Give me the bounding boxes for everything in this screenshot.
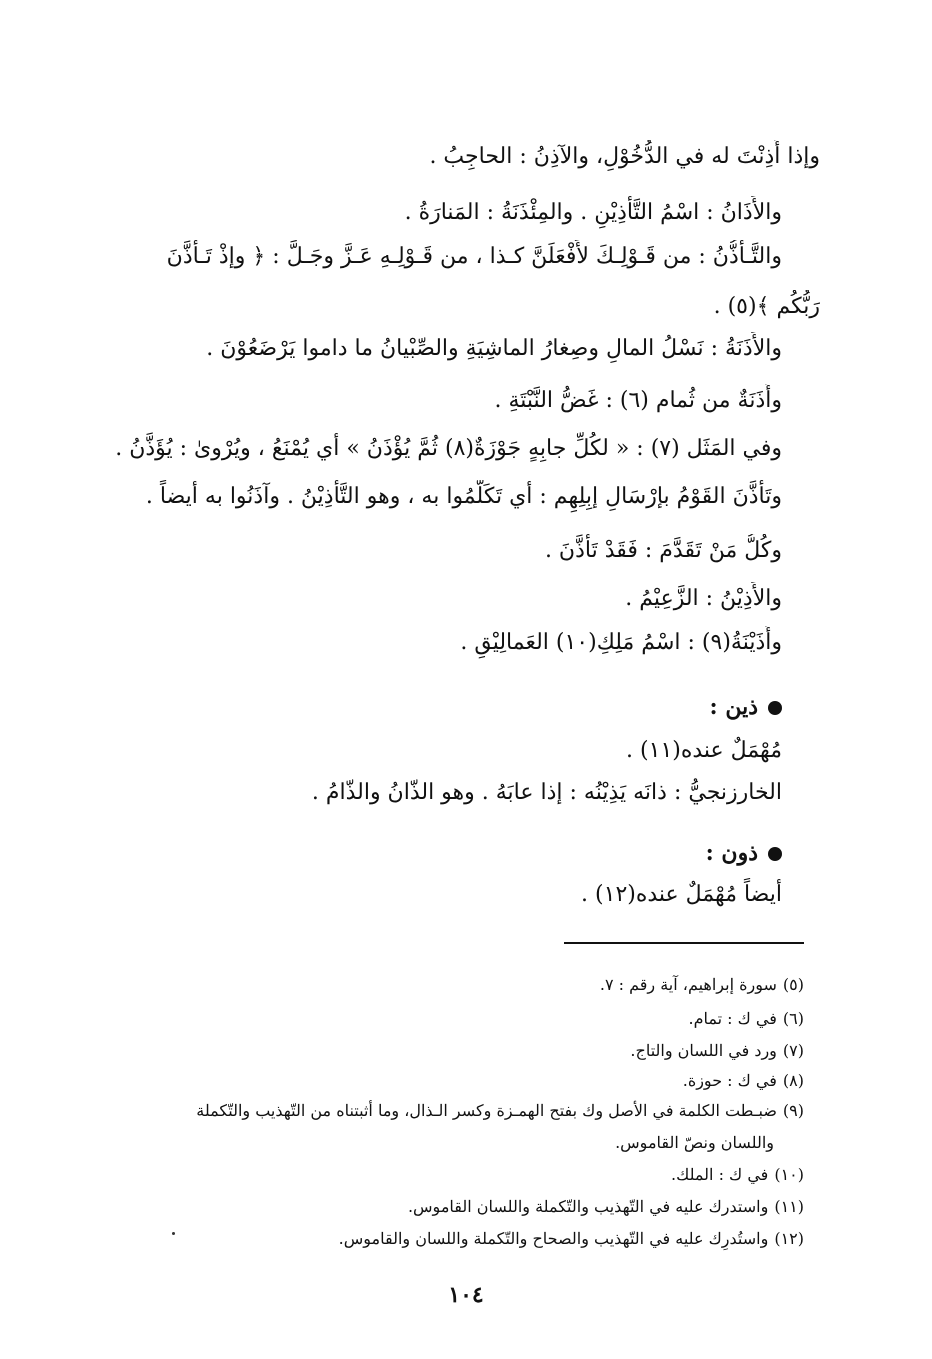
footnote-9 <box>40 1098 804 1124</box>
footnote-number: (٧) <box>782 1041 804 1060</box>
footnote-9-continuation <box>80 1130 774 1156</box>
footnote-text: في ك : حوزة. <box>682 1071 777 1090</box>
text-line-5: والأَذَنَةُ : نَسْلُ المالِ وصِغارُ الماشِيَةِ والصِّبْيانُ ما داموا يَرْضَعُوْنَ . <box>206 336 782 361</box>
footnote-separator <box>564 942 804 944</box>
section2-line-1: أيضاً مُهْمَلٌ عنده(١٢) . <box>581 882 782 907</box>
footnote-text: واستدرك عليه في التّهذيب والتّكملة واللسان القاموس. <box>407 1197 769 1216</box>
footnote-10 <box>80 1162 804 1188</box>
footnote-12 <box>80 1226 804 1252</box>
text-line-11: وأُذَيْنَةُ(٩) : اسْمُ مَلِكِ(١٠) العَمالِيْقِ . <box>460 630 782 655</box>
footnote-text: سورة إبراهيم، آية رقم : ٧. <box>599 975 777 994</box>
section-heading-dhawn <box>706 836 782 870</box>
text-line-7: وفي المَثَل (٧) : « لكُلِّ جابِهٍ جَوْزَةٌ(٨) ثُمَّ يُؤْذَنُ » أي يُمْنَعُ ، ويُرْوىٰ : يُؤَذَّنُ . <box>115 436 782 461</box>
footnote-8 <box>80 1068 804 1094</box>
footnote-number: (٦) <box>782 1009 804 1028</box>
footnote-7 <box>80 1038 804 1064</box>
footnote-text: ورد في اللسان والتاج. <box>630 1041 777 1060</box>
text-line-3: والتَّـأَذُّنُ : من قَـوْلِـكَ لأَفْعَلَنَّ كـذا ، من قَـوْلِـهِ عَـزَّ وجَـلَّ : ﴿ وإذْ تَـأَذَّنَ <box>166 244 782 269</box>
section-heading-dhayn-label: ذين : <box>709 694 758 720</box>
text-line-9: وكُلُّ مَنْ تَقَدَّمَ : فَقَدْ تَأَذَّنَ . <box>544 538 782 563</box>
section1-line-2: الخارزنجيُّ : ذانَه يَذِيْنُه : إذا عابَهُ . وهو الذّانُ والذّامُ . <box>311 780 782 805</box>
text-line-4: رَبُّكُم ﴾(٥) . <box>713 294 820 319</box>
footnote-text: ضبـطت الكلمة في الأصل وك بفتح الهمـزة وكسر الـذال، وما أثبتناه من التّهذيب والتّكملة <box>196 1101 777 1120</box>
scan-speck <box>172 1232 175 1235</box>
footnote-text: واللسان ونصّ القاموس. <box>615 1133 774 1152</box>
text-line-10: والأَذِيْنُ : الزَّعِيْمُ . <box>625 586 782 611</box>
section-heading-dhawn-label: ذون : <box>705 840 758 866</box>
footnote-number: (٩) <box>782 1101 804 1120</box>
footnote-number: (٨) <box>782 1071 804 1090</box>
footnote-text: في ك : الملك. <box>671 1165 769 1184</box>
bullet-icon <box>768 847 782 861</box>
footnote-number: (١١) <box>774 1197 804 1216</box>
footnote-number: (١٢) <box>774 1229 804 1248</box>
section-heading-dhayn <box>710 690 782 724</box>
footnote-number: (١٠) <box>774 1165 804 1184</box>
footnote-text: واستُدرِك عليه في التّهذيب والصحاح والتّكملة واللسان والقاموس. <box>338 1229 769 1248</box>
section1-line-1: مُهْمَلٌ عنده(١١) . <box>626 738 782 763</box>
bullet-icon <box>768 701 782 715</box>
footnote-number: (٥) <box>782 975 804 994</box>
text-line-2: والأَذَانُ : اسْمُ التَّأْذِيْنِ . والمِئْذَنَةُ : المَنارَةُ . <box>404 200 782 225</box>
text-line-8: وتَأَذَّنَ القَوْمُ بإرْسَالِ إبِلِهِم : أي تَكَلَّمُوا به ، وهو التَّأْذِيْنُ . وآذَنُوا به أيضاً . <box>145 484 782 509</box>
footnote-6 <box>80 1006 804 1032</box>
footnote-text: في ك : تمام. <box>688 1009 777 1028</box>
footnote-11 <box>80 1194 804 1220</box>
page-number: ١٠٤ <box>448 1282 484 1308</box>
text-line-1: وإذا أَذِنْتَ له في الدُّخُوْلِ، والآذِنُ : الحاجِبُ . <box>429 144 820 169</box>
footnote-5 <box>80 972 804 998</box>
text-line-6: وأَذَنَةٌ من ثُمام (٦) : غَضُّ النَّبْتَةِ . <box>494 388 782 413</box>
